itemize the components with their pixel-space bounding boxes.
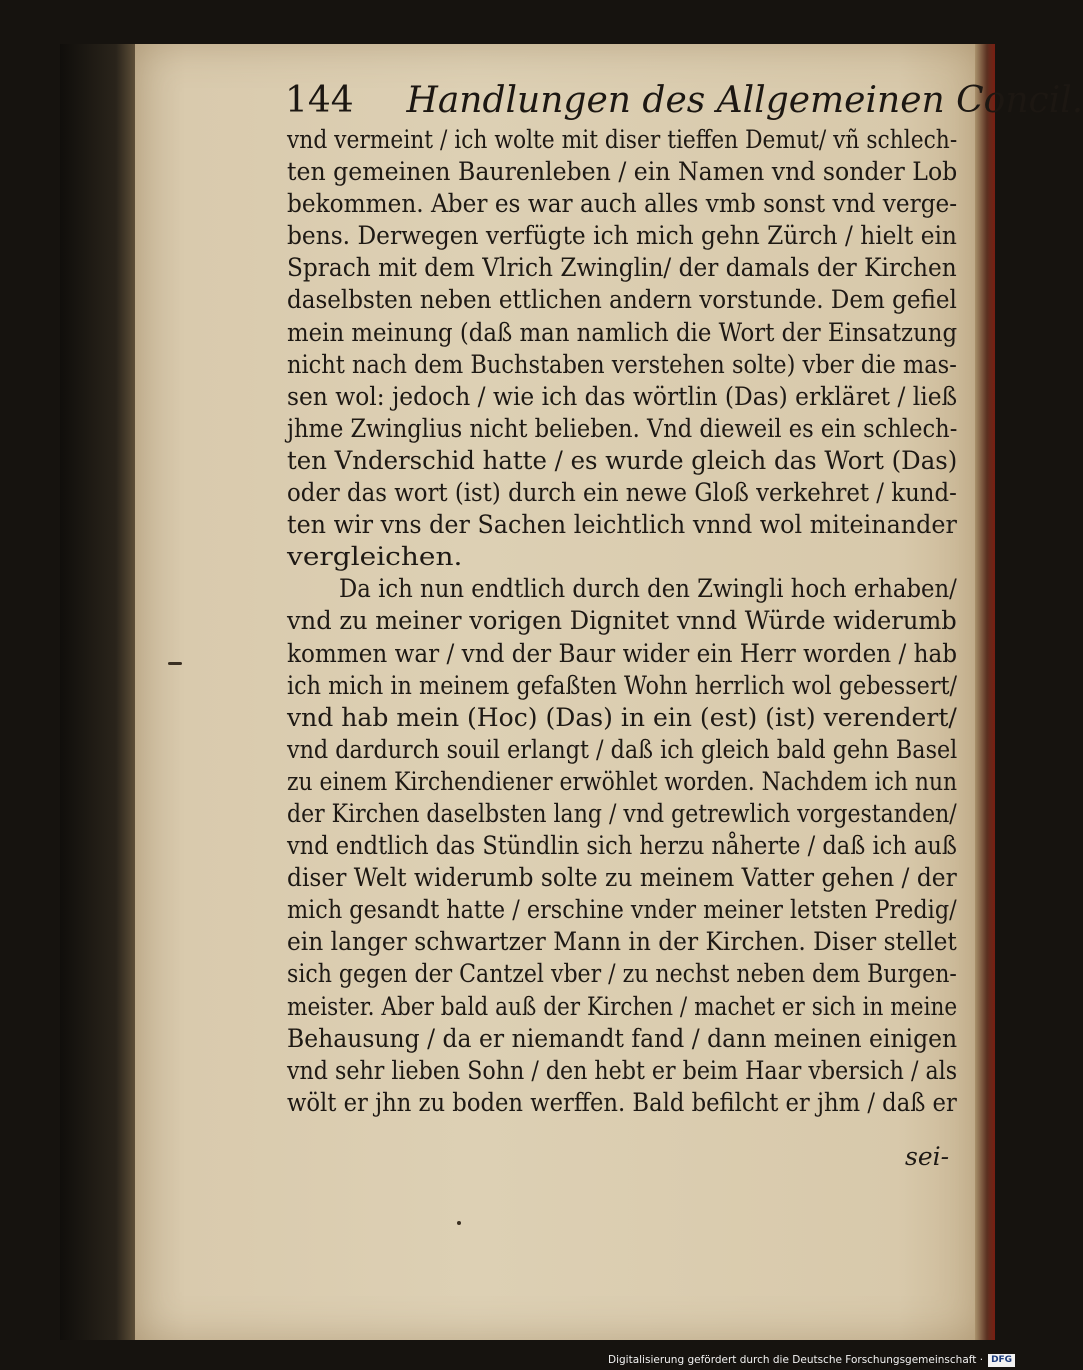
text-line: vnd dardurch souil erlangt / daß ich gleich bald gehn Basel	[287, 734, 958, 764]
text-line: mich gesandt hatte / erschine vnder meiner letsten Predig/	[287, 895, 957, 925]
text-line: vnd sehr lieben Sohn / den hebt er beim Haar vbersich / als	[287, 1055, 958, 1085]
digitization-credit	[608, 1352, 1013, 1368]
text-line: ten Vnderschid hatte / es wurde gleich das Wort (Das)	[287, 445, 958, 475]
text-line: vergleichen.	[287, 542, 463, 572]
text-line: ten gemeinen Baurenleben / ein Namen vnd sonder Lob	[287, 157, 958, 187]
catchword: sei-	[905, 1142, 950, 1171]
text-line: daselbsten neben ettlichen andern vorstunde. Dem gefiel	[287, 285, 957, 315]
text-line: jhme Zwinglius nicht belieben. Vnd dieweil es ein schlech-	[287, 413, 958, 443]
text-line: zu einem Kirchendiener erwöhlet worden. Nachdem ich nun	[287, 766, 958, 796]
text-line: vnd hab mein (Hoc) (Das) in ein (est) (ist) verendert/	[287, 702, 957, 732]
text-line: vnd zu meiner vorigen Dignitet vnnd Würde widerumb	[287, 606, 957, 636]
running-title: Handlungen des Allgemeinen Concil.	[406, 80, 1083, 121]
text-line: vnd endtlich das Stündlin sich herzu nåherte / daß ich auß	[287, 831, 957, 861]
book-edge	[975, 44, 995, 1340]
text-line: bens. Derwegen verfügte ich mich gehn Zürch / hielt ein	[287, 221, 957, 251]
text-line: diser Welt widerumb solte zu meinem Vatter gehen / der	[287, 863, 957, 893]
text-line: Sprach mit dem Vlrich Zwinglin/ der damals der Kirchen	[287, 253, 957, 283]
text-line: nicht nach dem Buchstaben verstehen solte) vber die mas-	[287, 349, 957, 379]
text-line: kommen war / vnd der Baur wider ein Herr worden / hab	[287, 638, 958, 668]
text-line: bekommen. Aber es war auch alles vmb sonst vnd verge-	[287, 189, 958, 219]
credit-text: Digitalisierung gefördert durch die Deutsche Forschungsgemeinschaft ·	[608, 1354, 984, 1366]
text-line: ein langer schwartzer Mann in der Kirchen. Diser stellet	[287, 927, 957, 957]
text-line: mein meinung (daß man namlich die Wort der Einsatzung	[287, 317, 958, 347]
text-line: sen wol: jedoch / wie ich das wörtlin (Das) erkläret / ließ	[287, 381, 958, 411]
paper-speck	[457, 1221, 461, 1225]
text-line: ich mich in meinem gefaßten Wohn herrlich wol gebessert/	[287, 670, 958, 700]
text-line: oder das wort (ist) durch ein newe Gloß verkehret / kund-	[287, 478, 957, 508]
text-line: sich gegen der Cantzel vber / zu nechst neben dem Burgen-	[287, 959, 957, 989]
page-body	[287, 124, 957, 1119]
text-line: meister. Aber bald auß der Kirchen / machet er sich in meine	[287, 991, 958, 1021]
dfg-logo: DFG	[988, 1354, 1015, 1367]
margin-mark	[168, 662, 182, 665]
text-line: Behausung / da er niemandt fand / dann meinen einigen	[287, 1023, 958, 1053]
text-line: ten wir vns der Sachen leichtlich vnnd wol miteinander	[287, 510, 957, 540]
text-line: vnd vermeint / ich wolte mit diser tieffen Demut/ vñ schlech-	[287, 125, 958, 154]
text-line: wölt er jhn zu boden werffen. Bald befilcht er jhm / daß er	[287, 1087, 957, 1117]
page-number: 144	[285, 80, 354, 121]
paragraph-start-line: Da ich nun endtlich durch den Zwingli hoch erhaben/	[339, 574, 957, 604]
text-line: der Kirchen daselbsten lang / vnd getrewlich vorgestanden/	[287, 798, 957, 828]
book-gutter	[60, 44, 140, 1340]
page-header	[285, 80, 1083, 130]
